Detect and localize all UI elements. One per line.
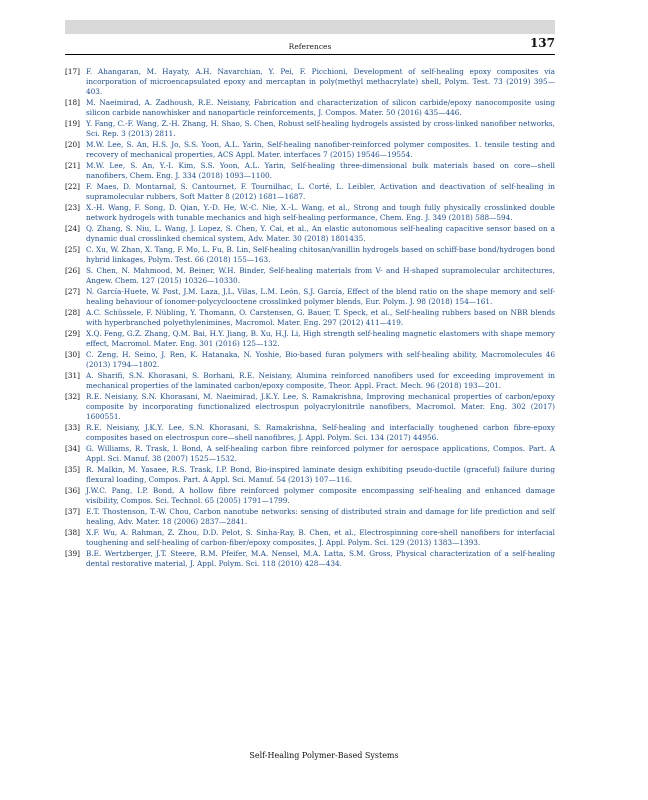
reference-number: [32] bbox=[65, 392, 80, 401]
page-header bbox=[65, 36, 555, 55]
reference-link[interactable]: Q. Zhang, S. Niu, L. Wang, J. Lopez, S. Chen, Y. Cai, et al., An elastic autonomous self-healing capacitive sensor based on a dynamic dual crosslinked chemical system, Adv. Mater. 30 (2018) 1801435. bbox=[86, 224, 555, 243]
reference-number: [22] bbox=[65, 182, 80, 191]
reference-link[interactable]: R. Malkin, M. Yasaee, R.S. Trask, I.P. Bond, Bio-inspired laminate design exhibiting pseudo-ductile (graceful) failure during flexural loading, Compos. Part. A Appl. Sci. Manuf. 54 (2013) 107—116. bbox=[86, 465, 555, 484]
reference-number: [37] bbox=[65, 507, 80, 516]
reference-item bbox=[65, 507, 555, 527]
reference-link[interactable]: A.C. Schüssele, F. Nübling, Y. Thomann, O. Carstensen, G. Bauer, T. Speck, et al., Self-healing rubbers based on NBR blends with hyperbranched polyethylenimines, Macromol. Mater. Eng. 297 (2012) 411—419. bbox=[86, 308, 555, 327]
reference-item bbox=[65, 119, 555, 139]
reference-item bbox=[65, 182, 555, 202]
reference-list bbox=[65, 67, 555, 570]
reference-number: [24] bbox=[65, 224, 80, 233]
reference-link[interactable]: E.T. Thostenson, T.-W. Chou, Carbon nanotube networks: sensing of distributed strain and damage for life prediction and self healing, Adv. Mater. 18 (2006) 2837—2841. bbox=[86, 507, 555, 526]
reference-number: [38] bbox=[65, 528, 80, 537]
reference-link[interactable]: R.E. Neisiany, S.N. Khorasani, M. Naeimirad, J.K.Y. Lee, S. Ramakrishna, Improving mechanical properties of carbon/epoxy composite by incorporating functionalized electrospun polyacrylonitrile nanofibers, Macromol. Mater. Eng. 302 (2017) 1600551. bbox=[86, 392, 555, 421]
reference-link[interactable]: M.W. Lee, S. An, Y.-I. Kim, S.S. Yoon, A.L. Yarin, Self-healing three-dimensional bulk materials based on core—shell nanofibers, Chem. Eng. J. 334 (2018) 1093—1100. bbox=[86, 161, 555, 180]
reference-number: [18] bbox=[65, 98, 80, 107]
reference-item bbox=[65, 371, 555, 391]
reference-number: [31] bbox=[65, 371, 80, 380]
header-bar bbox=[65, 20, 555, 34]
reference-link[interactable]: M. Naeimirad, A. Zadhoush, R.E. Neisiany, Fabrication and characterization of silicon carbide/epoxy nanocomposite using silicon carbide nanowhisker and nanoparticle reinforcements, J. Compos. Mater. 50 (2016) 435—446. bbox=[86, 98, 555, 117]
reference-link[interactable]: X.Q. Feng, G.Z. Zhang, Q.M. Bai, H.Y. Jiang, B. Xu, H.J. Li, High strength self-healing magnetic elastomers with shape memory effect, Macromol. Mater. Eng. 301 (2016) 125—132. bbox=[86, 329, 555, 348]
reference-item bbox=[65, 329, 555, 349]
reference-link[interactable]: F. Maes, D. Montarnal, S. Cantournet, F. Tournilhac, L. Corté, L. Leibler, Activation and deactivation of self-healing in supramolecular rubbers, Soft Matter 8 (2012) 1681—1687. bbox=[86, 182, 555, 201]
reference-item bbox=[65, 67, 555, 97]
reference-item bbox=[65, 224, 555, 244]
reference-link[interactable]: B.E. Wertzberger, J.T. Steere, R.M. Pfeifer, M.A. Nensel, M.A. Latta, S.M. Gross, Physical characterization of a self-healing dental restorative material, J. Appl. Polym. Sci. 118 (2010) 428—434. bbox=[86, 549, 555, 568]
reference-link[interactable]: C. Xu, W. Zhan, X. Tang, F. Mo, L. Fu, B. Lin, Self-healing chitosan/vanillin hydrogels based on schiff-base bond/hydrogen bond hybrid linkages, Polym. Test. 66 (2018) 155—163. bbox=[86, 245, 555, 264]
reference-item bbox=[65, 465, 555, 485]
reference-number: [29] bbox=[65, 329, 80, 338]
reference-number: [34] bbox=[65, 444, 80, 453]
reference-item bbox=[65, 444, 555, 464]
reference-number: [27] bbox=[65, 287, 80, 296]
reference-item bbox=[65, 308, 555, 328]
reference-number: [19] bbox=[65, 119, 80, 128]
reference-number: [35] bbox=[65, 465, 80, 474]
running-header-title: References bbox=[288, 42, 332, 51]
reference-link[interactable]: J.W.C. Pang, I.P. Bond, A hollow fibre reinforced polymer composite encompassing self-healing and enhanced damage visibility, Compos. Sci. Technol. 65 (2005) 1791—1799. bbox=[86, 486, 555, 505]
page-footer: Self-Healing Polymer-Based Systems bbox=[249, 751, 399, 760]
reference-number: [17] bbox=[65, 67, 80, 76]
page-number: 137 bbox=[529, 36, 555, 50]
reference-number: [33] bbox=[65, 423, 80, 432]
reference-number: [21] bbox=[65, 161, 80, 170]
reference-link[interactable]: S. Chen, N. Mahmood, M. Beiner, W.H. Binder, Self-healing materials from V- and H-shaped supramolecular architectures, Angew. Chem. 127 (2015) 10326—10330. bbox=[86, 266, 555, 285]
reference-item bbox=[65, 161, 555, 181]
reference-item bbox=[65, 203, 555, 223]
reference-number: [39] bbox=[65, 549, 80, 558]
reference-item bbox=[65, 287, 555, 307]
reference-number: [36] bbox=[65, 486, 80, 495]
reference-item bbox=[65, 350, 555, 370]
reference-item bbox=[65, 98, 555, 118]
reference-item bbox=[65, 140, 555, 160]
reference-item bbox=[65, 245, 555, 265]
reference-item bbox=[65, 486, 555, 506]
reference-link[interactable]: C. Zeng, H. Seino, J. Ren, K. Hatanaka, N. Yoshie, Bio-based furan polymers with self-healing ability, Macromolecules 46 (2013) 1794—1802. bbox=[86, 350, 555, 369]
reference-link[interactable]: M.W. Lee, S. An, H.S. Jo, S.S. Yoon, A.L. Yarin, Self-healing nanofiber-reinforced polymer composites. 1. tensile testing and recovery of mechanical properties, ACS Appl. Mater. interfaces 7 (2015) 19546—19554. bbox=[86, 140, 555, 159]
reference-link[interactable]: N. García-Huete, W. Post, J.M. Laza, J.L. Vilas, L.M. León, S.J. García, Effect of the blend ratio on the shape memory and self-healing behaviour of ionomer-polycyclooctene crosslinked polymer blends, Eur. Polym. J. 98 (2018) 154—161. bbox=[86, 287, 555, 306]
reference-link[interactable]: A. Sharifi, S.N. Khorasani, S. Borhani, R.E. Neisiany, Alumina reinforced nanofibers used for exceeding improvement in mechanical properties of the laminated carbon/epoxy composite, Theor. Appl. Fract. Mech. 96 (2018) 193—201. bbox=[86, 371, 555, 390]
reference-item bbox=[65, 528, 555, 548]
reference-number: [30] bbox=[65, 350, 80, 359]
reference-link[interactable]: G. Williams, R. Trask, I. Bond, A self-healing carbon fibre reinforced polymer for aerospace applications, Compos. Part. A Appl. Sci. Manuf. 38 (2007) 1525—1532. bbox=[86, 444, 555, 463]
reference-number: [28] bbox=[65, 308, 80, 317]
reference-link[interactable]: X.-H. Wang, F. Song, D. Qian, Y.-D. He, W.-C. Nie, X.-L. Wang, et al., Strong and tough fully physically crosslinked double network hydrogels with tunable mechanics and high self-healing performance, Chem. Eng. J. 349 (2018) 588—594. bbox=[86, 203, 555, 222]
reference-number: [25] bbox=[65, 245, 80, 254]
reference-link[interactable]: X.F. Wu, A. Rahman, Z. Zhou, D.D. Pelot, S. Sinha-Ray, B. Chen, et al., Electrospinning core-shell nanofibers for interfacial toughening and self-healing of carbon-fiber/epoxy composites, J. Appl. Polym. Sci. 129 (2013) 1383—1393. bbox=[86, 528, 555, 547]
reference-item bbox=[65, 423, 555, 443]
reference-item bbox=[65, 392, 555, 422]
reference-link[interactable]: Y. Fang, C.-F. Wang, Z.-H. Zhang, H. Shao, S. Chen, Robust self-healing hydrogels assisted by cross-linked nanofiber networks, Sci. Rep. 3 (2013) 2811. bbox=[86, 119, 555, 138]
reference-item bbox=[65, 549, 555, 569]
reference-item bbox=[65, 266, 555, 286]
reference-link[interactable]: R.E. Neisiany, J.K.Y. Lee, S.N. Khorasani, S. Ramakrishna, Self-healing and interfacially toughened carbon fibre-epoxy composites based on electrospun core—shell nanofibres, J. Appl. Polym. Sci. 134 (2017) 44956. bbox=[86, 423, 555, 442]
reference-number: [20] bbox=[65, 140, 80, 149]
reference-number: [23] bbox=[65, 203, 80, 212]
reference-link[interactable]: F. Ahangaran, M. Hayaty, A.H. Navarchian, Y. Pei, F. Picchioni, Development of self-healing epoxy composites via incorporation of microencapsulated epoxy and mercaptan in poly(methyl methacrylate) shell, Polym. Test. 73 (2019) 395—403. bbox=[86, 67, 555, 96]
reference-number: [26] bbox=[65, 266, 80, 275]
